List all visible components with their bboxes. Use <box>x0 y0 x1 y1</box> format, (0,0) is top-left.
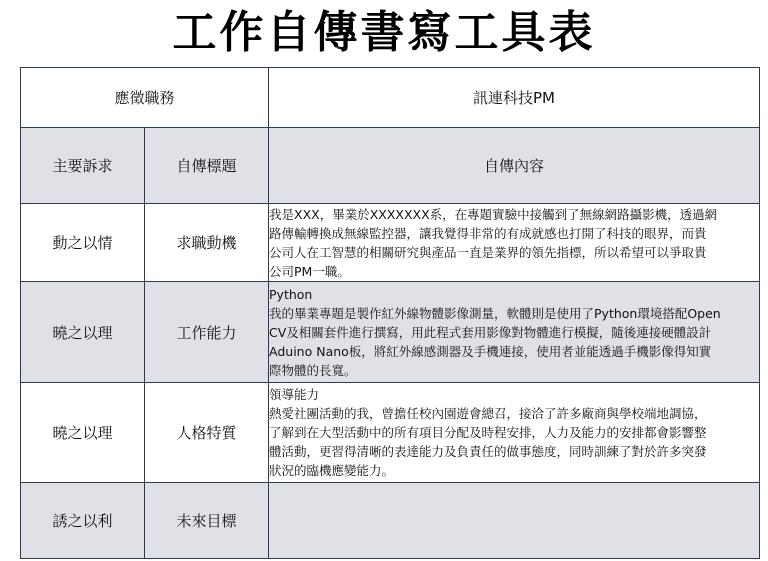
table-row <box>21 483 760 559</box>
heading-text: 工作能力 <box>176 323 237 342</box>
heading-header-cell <box>145 128 269 204</box>
appeal-cell <box>21 282 145 383</box>
table-row <box>21 204 760 282</box>
heading-header: 自傳標題 <box>176 157 237 175</box>
content-line: 路傳輸轉換成無線監控器，讓我覺得非常的有成就感也打開了科技的眼界，而貴 <box>269 225 707 241</box>
heading-text: 未來目標 <box>176 512 237 530</box>
content-line: 公司PM一職。 <box>269 263 350 279</box>
content-subtitle: 領導能力 <box>269 387 320 402</box>
content-line: 熱愛社團活動的我，曾擔任校內園遊會總召，接洽了許多廠商與學校端地調協， <box>269 406 707 421</box>
heading-text: 求職動機 <box>176 234 237 252</box>
appeal-text: 曉之以理 <box>52 323 113 342</box>
position-value-cell <box>269 68 760 128</box>
appeal-text: 曉之以理 <box>52 424 113 442</box>
table-row <box>21 383 760 483</box>
page-title: 工作自傳書寫工具表 <box>172 7 596 58</box>
content-cell <box>269 383 760 483</box>
appeal-text: 動之以情 <box>52 234 113 252</box>
content-line: Aduino Nano板，將紅外線感測器及手機連接，使用者並能透過手機影像得知實 <box>269 343 712 359</box>
content-line: 公司人在工智慧的相關研究與產品一直是業界的領先指標，所以希望可以爭取貴 <box>269 244 707 260</box>
appeal-header-cell <box>21 128 145 204</box>
appeal-header: 主要訴求 <box>52 157 113 175</box>
heading-cell <box>145 204 269 282</box>
content-line: 狀況的臨機應變能力。 <box>269 463 395 478</box>
position-label-cell <box>21 68 269 128</box>
content-cell <box>269 282 760 383</box>
position-value: 訊連科技PM <box>473 89 556 107</box>
position-row <box>21 68 760 128</box>
content-header: 自傳內容 <box>484 157 545 175</box>
appeal-cell <box>21 483 145 559</box>
heading-text: 人格特質 <box>176 424 237 442</box>
content-cell <box>269 483 760 559</box>
content-line: 我的畢業專題是製作紅外線物體影像測量，軟體則是使用了Python環境搭配Open <box>269 305 721 321</box>
content-header-cell <box>269 128 760 204</box>
content-line: CV及相關套件進行撰寫，用此程式套用影像對物體進行模擬，隨後連接硬體設計 <box>269 324 712 340</box>
content-line: 我是XXX，畢業於XXXXXXX系，在專題實驗中接觸到了無線網路攝影機，透過網 <box>269 206 718 222</box>
content-line: 了解到在大型活動中的所有項目分配及時程安排，人力及能力的安排都會影響整 <box>269 425 707 440</box>
table-row <box>21 282 760 383</box>
autobiography-table <box>20 67 760 559</box>
position-label: 應徵職務 <box>114 89 175 107</box>
content-line: 體活動，更習得清晰的表達能力及負責任的做事態度，同時訓練了對於許多突發 <box>269 444 707 459</box>
appeal-text: 誘之以利 <box>52 512 113 530</box>
heading-cell <box>145 383 269 483</box>
heading-cell <box>145 282 269 383</box>
content-cell <box>269 204 760 282</box>
content-line: 際物體的長寬。 <box>269 362 357 378</box>
content-subtitle: Python <box>269 286 313 302</box>
column-header-row <box>21 128 760 204</box>
appeal-cell <box>21 383 145 483</box>
appeal-cell <box>21 204 145 282</box>
heading-cell <box>145 483 269 559</box>
